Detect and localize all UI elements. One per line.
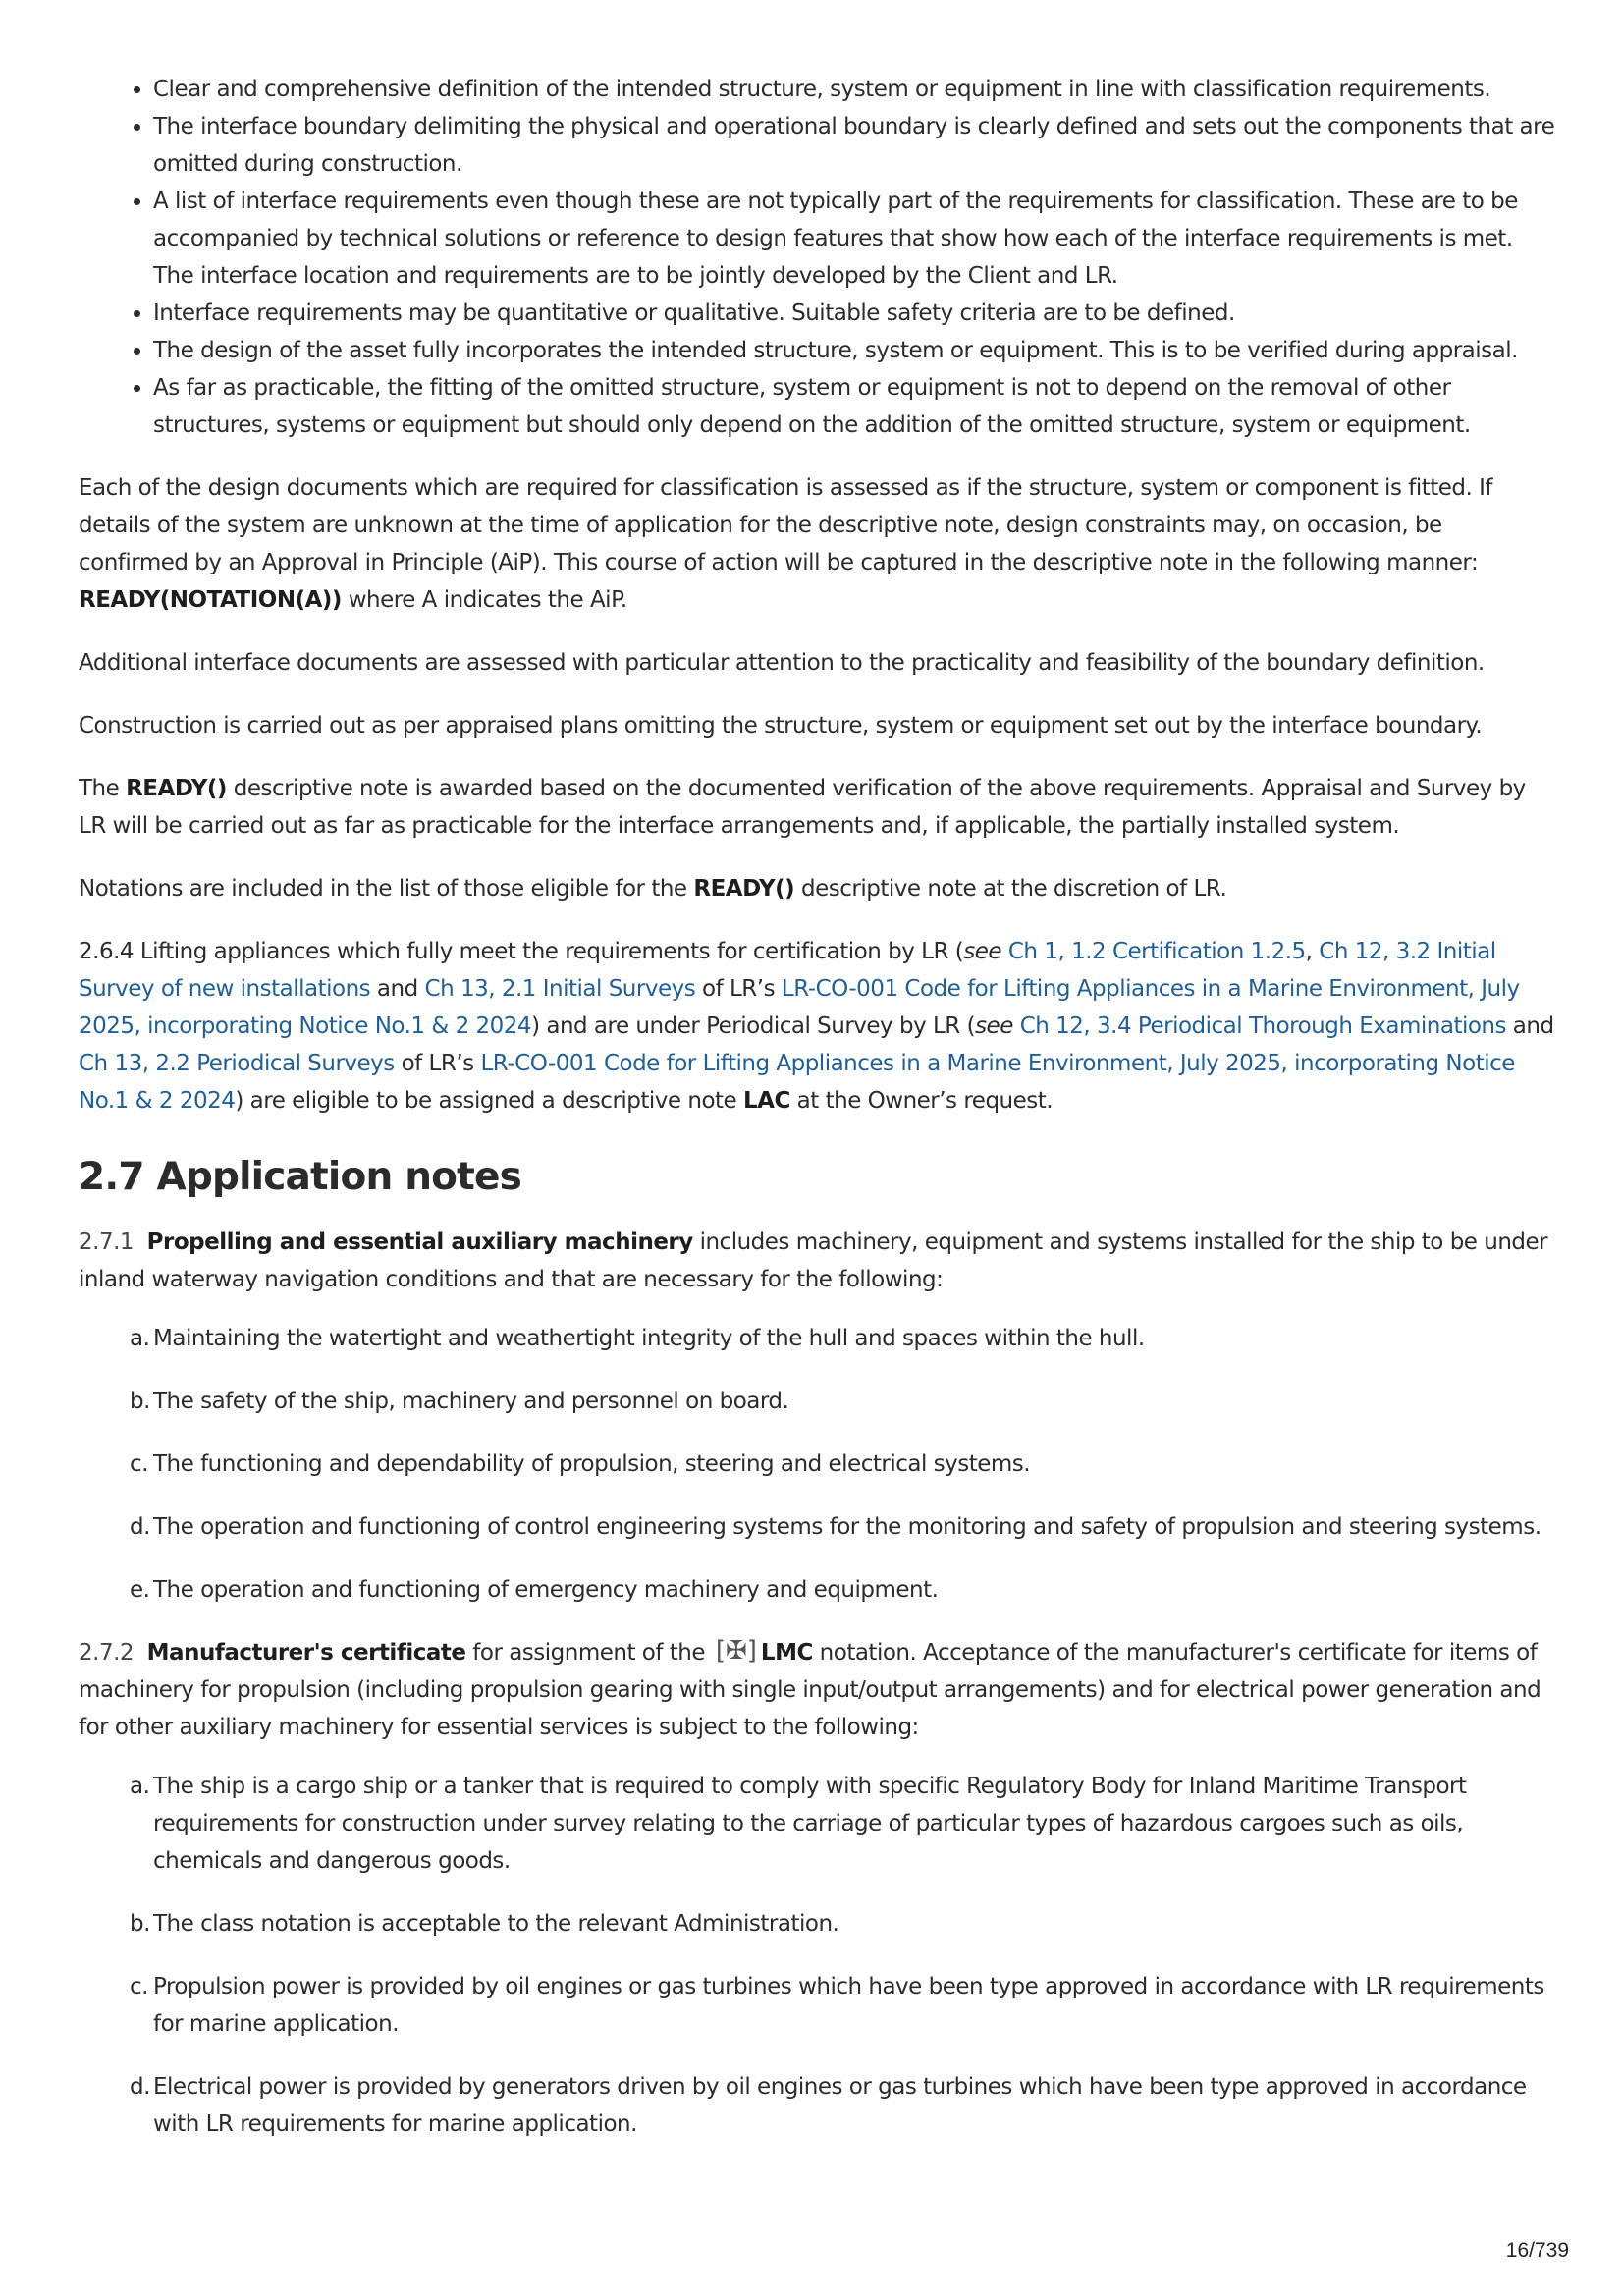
list-item: • The design of the asset fully incorporates the intended structure, system or equipment. This is to be verified during appraisal.: [153, 332, 1557, 369]
section-2-7-1: 2.7.1 Propelling and essential auxiliary machinery includes machinery, equipment and systems installed for the ship to be under inland waterway navigation conditions and that are necessary for the following:: [79, 1230, 1548, 1292]
list-item: d. Electrical power is provided by generators driven by oil engines or gas turbines which have been type approved in accordance with LR requirements for marine application.: [130, 2074, 1527, 2137]
link-ch13-2-1-initial-surveys[interactable]: Ch 13, 2.1 Initial Surveys: [424, 976, 696, 1002]
link-ch1-1-2-certification[interactable]: Ch 1, 1.2 Certification 1.2.5: [1007, 939, 1306, 964]
list-item: c. The functioning and dependability of propulsion, steering and electrical systems.: [130, 1451, 1031, 1477]
list-item: b. The safety of the ship, machinery and personnel on board.: [130, 1389, 789, 1414]
manufacturer-certificate-conditions: [79, 1768, 1557, 2143]
paragraph-ready-award: The READY() descriptive note is awarded based on the documented verification of the above requirements. Appraisal and Survey by LR will be carried out as far as practicable for the interface arrangements and, if applicable, the partially installed system.: [79, 776, 1526, 839]
link-ch12-3-2-initial-survey[interactable]: Ch 12, 3.2 Initial Survey of new installations: [79, 939, 1496, 1002]
paragraph-construction: Construction is carried out as per appraised plans omitting the structure, system or equipment set out by the interface boundary.: [79, 713, 1483, 738]
list-item: • Interface requirements may be quantitative or qualitative. Suitable safety criteria are to be defined.: [153, 295, 1557, 332]
paragraph-design-documents: Each of the design documents which are required for classification is assessed as if the structure, system or component is fitted. If details of the system are unknown at the time of application for the descriptive note, design constraints may, on occasion, be confirmed by an Approval in Principle (AiP). This course of action will be captured in the descriptive note in the following manner: READY(NOTATION(A)) where A indicates the AiP.: [79, 475, 1493, 613]
link-ch13-2-2-periodical-surveys[interactable]: Ch 13, 2.2 Periodical Surveys: [79, 1051, 395, 1076]
notation-lmc: LMC: [760, 1640, 813, 1666]
notation-ready: READY(): [126, 776, 227, 801]
list-item: d. The operation and functioning of control engineering systems for the monitoring and safety of propulsion and steering systems.: [130, 1514, 1541, 1540]
list-item: a. The ship is a cargo ship or a tanker that is required to comply with specific Regulatory Body for Inland Maritime Transport requirements for construction under survey relating to the carriage of particular types of hazardous cargoes such as oils, chemicals and dangerous goods.: [130, 1774, 1467, 1874]
list-item: • A list of interface requirements even though these are not typically part of the requirements for classification. These are to be accompanied by technical solutions or reference to design features that show how each of the interface requirements is met. The interface location and requirements are to be jointly developed by the Client and LR.: [153, 183, 1557, 295]
list-item: a. Maintaining the watertight and weathertight integrity of the hull and spaces within the hull.: [130, 1326, 1145, 1351]
paragraph-interface-documents: Additional interface documents are assessed with particular attention to the practicality and feasibility of the boundary definition.: [79, 650, 1485, 676]
link-ch12-3-4-periodical-examinations[interactable]: Ch 12, 3.4 Periodical Thorough Examinations: [1019, 1013, 1506, 1039]
maltese-cross-icon: [✠]: [715, 1635, 757, 1666]
list-item: • As far as practicable, the fitting of the omitted structure, system or equipment is not to depend on the removal of other structures, systems or equipment but should only depend on the addition of the omitted structure, system or equipment.: [153, 369, 1557, 444]
link-lifting-appliances-code[interactable]: LR-CO-001 Code for Lifting Appliances in a Marine Environment, July 2025, incorporating Notice No.1 & 2 2024: [79, 976, 1520, 1039]
propelling-machinery-list: [79, 1320, 1557, 1609]
list-item: • Clear and comprehensive definition of the intended structure, system or equipment in line with classification requirements.: [153, 71, 1557, 108]
term-manufacturers-certificate: Manufacturer's certificate: [146, 1640, 466, 1666]
term-propelling-machinery: Propelling and essential auxiliary machinery: [146, 1230, 693, 1255]
link-lifting-appliances-code[interactable]: LR-CO-001 Code for Lifting Appliances in a Marine Environment, July 2025, incorporating Notice No.1 & 2 2024: [79, 1051, 1515, 1114]
notation-ready-aip: READY(NOTATION(A)): [79, 587, 342, 613]
paragraph-notations-eligible: Notations are included in the list of those eligible for the READY() descriptive note at the discretion of LR.: [79, 876, 1227, 902]
list-item: b. The class notation is acceptable to the relevant Administration.: [130, 1911, 839, 1937]
section-2-6-4: 2.6.4 Lifting appliances which fully meet the requirements for certification by LR (see Ch 1, 1.2 Certification 1.2.5, Ch 12, 3.2 Initial Survey of new installations and Ch 13, 2.1 Initial Surveys of LR’s LR-CO-001 Code for Lifting Appliances in a Marine Environment, July 2025, incorporating Notice No.1 & 2 2024) and are under Periodical Survey by LR (see Ch 12, 3.4 Periodical Thorough Examinations and Ch 13, 2.2 Periodical Surveys of LR’s LR-CO-001 Code for Lifting Appliances in a Marine Environment, July 2025, incorporating Notice No.1 & 2 2024) are eligible to be assigned a descriptive note LAC at the Owner’s request.: [79, 939, 1554, 1114]
list-item: e. The operation and functioning of emergency machinery and equipment.: [130, 1577, 939, 1603]
list-item: c. Propulsion power is provided by oil engines or gas turbines which have been type approved in accordance with LR requirements for marine application.: [130, 1974, 1544, 2037]
notation-ready: READY(): [693, 876, 795, 902]
notation-lac: LAC: [743, 1088, 790, 1114]
requirements-bullet-list: [79, 71, 1557, 444]
section-2-7-2: 2.7.2 Manufacturer's certificate for assignment of the [✠] LMC notation. Acceptance of the manufacturer's certificate for items of machinery for propulsion (including propulsion gearing with single input/output arrangements) and for electrical power generation and for other auxiliary machinery for essential services is subject to the following:: [79, 1634, 1557, 1746]
list-item: • The interface boundary delimiting the physical and operational boundary is clearly defined and sets out the components that are omitted during construction.: [153, 108, 1557, 183]
document-body: [79, 71, 1557, 2168]
section-heading: 2.7 Application notes: [79, 1155, 522, 1199]
page-number: 16/739: [1505, 2239, 1569, 2262]
